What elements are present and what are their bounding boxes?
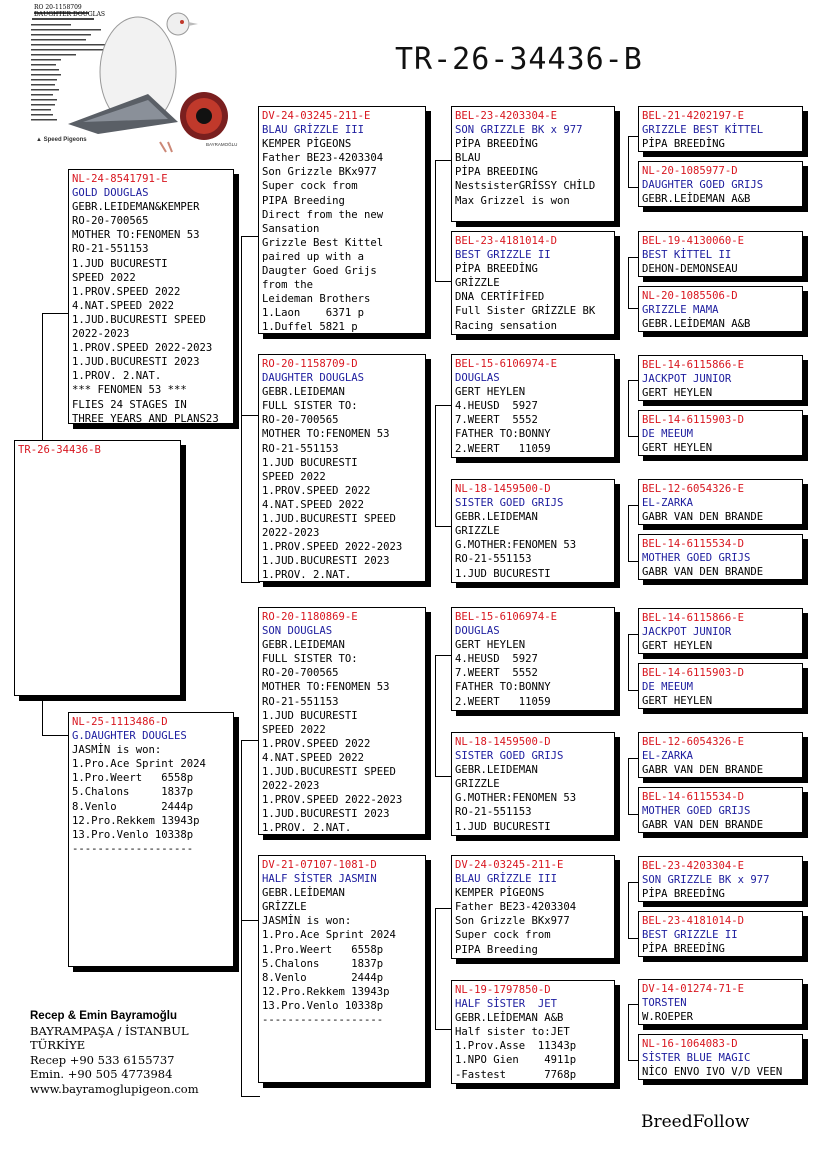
pedigree-note-line: ------------------- [262, 1014, 384, 1027]
pedigree-note-line: 1.JUD.BUCURESTI 2023 [72, 356, 200, 369]
pedigree-note-line: 1.PROV.SPEED 2022 [262, 484, 371, 497]
pedigree-box-g4 [638, 161, 803, 207]
pedigree-notes [455, 137, 611, 207]
pedigree-note-line: RO-21-551153 [262, 695, 339, 708]
pedigree-note-line: KEMPER PİGEONS [262, 138, 352, 151]
pedigree-note-line: 5.Chalons 1837p [262, 957, 384, 970]
pedigree-box-g4 [638, 911, 803, 957]
pedigree-note-line: FULL SISTER TO: [262, 400, 358, 413]
sponsor-left-label: Speed Pigeons [43, 137, 87, 143]
pedigree-box-g3 [451, 479, 615, 583]
pigeon-name: EL-ZARKA [642, 497, 694, 510]
pedigree-note-line: 1.PROV.SPEED 2022-2023 [72, 342, 213, 355]
pedigree-note-line: 4.HEUSD 5927 [455, 400, 538, 413]
pedigree-note-line: FULL SISTER TO: [262, 653, 358, 666]
pigeon-name: BEST GRIZZLE II [642, 929, 738, 942]
pedigree-box-dam-sire [258, 607, 426, 835]
pedigree-note-line: THREE YEARS AND PLANS23 [72, 412, 219, 424]
pedigree-note-line: 1.Prov.Asse 11343p [455, 1040, 577, 1053]
pigeon-name: JACKPOT JUNIOR [642, 373, 732, 386]
phone-recep: Recep +90 533 6155737 [30, 1052, 175, 1067]
pedigree-notes [262, 137, 422, 334]
pedigree-note-line: 7.WEERT 5552 [455, 667, 538, 680]
pedigree-note-line: 2022-2023 [262, 527, 320, 540]
photo-caption [34, 4, 105, 18]
pedigree-box-g3 [451, 732, 615, 836]
ring-number: BEL-23-4203304-E [455, 110, 558, 122]
pedigree-box-g3 [451, 354, 615, 458]
pigeon-name: JACKPOT JUNIOR [642, 626, 732, 639]
pedigree-note-line: Son Grizzle BKx977 [262, 166, 377, 179]
connector [241, 415, 259, 417]
pedigree-note-line: PİPA BREEDİNG [455, 263, 538, 276]
pedigree-box-dam [68, 712, 234, 967]
pedigree-notes [455, 886, 611, 956]
pedigree-note-line: 1.Laon 6371 p [262, 307, 365, 320]
ring-number: BEL-23-4203304-E [642, 860, 745, 872]
pedigree-note-line: FATHER TO:BONNY [455, 681, 551, 694]
breeder-name: Recep & Emin Bayramoğlu [30, 1010, 177, 1022]
pigeon-breeder: PİPA BREEDİNG [642, 138, 725, 151]
pedigree-note-line: 4.NAT.SPEED 2022 [72, 299, 175, 312]
pedigree-note-line: Son Grizzle BKx977 [455, 915, 570, 928]
pedigree-note-line: GEBR.LEİDEMAN A&B [455, 1012, 564, 1025]
ring-number: NL-20-1085977-D [642, 165, 738, 177]
pedigree-note-line: 1.JUD BUCURESTI [72, 257, 168, 270]
photo-caption-name: DAUGHTER DOUGLAS [34, 11, 106, 18]
pedigree-box-dam-dam [258, 855, 426, 1083]
pedigree-box-g4 [638, 608, 803, 654]
pedigree-note-line: 1.JUD.BUCURESTI SPEED [262, 766, 396, 779]
ring-number: NL-20-1085506-D [642, 290, 738, 302]
pedigree-note-line: Super cock from [455, 929, 551, 942]
pedigree-note-line: 1.JUD BUCURESTI [262, 709, 358, 722]
pedigree-notes [455, 763, 611, 833]
pigeon-breeder: DEHON-DEMONSEAU [642, 263, 738, 276]
pedigree-note-line: 4.HEUSD 5927 [455, 653, 538, 666]
ring-number: RO-20-1180869-E [262, 611, 358, 623]
pedigree-notes [455, 1011, 611, 1081]
ring-number: BEL-23-4181014-D [642, 915, 745, 927]
ring-number: BEL-12-6054326-E [642, 736, 745, 748]
pedigree-note-line: -Fastest 7768p [455, 1068, 577, 1081]
pedigree-box-g3 [451, 607, 615, 711]
pedigree-note-line: 12.Pro.Rekkem 13943p [72, 814, 200, 827]
pedigree-note-line: DNA CERTİFİFED [455, 291, 545, 304]
pigeon-name: SON DOUGLAS [262, 625, 333, 638]
pedigree-note-line: FLIES 24 STAGES IN [72, 398, 187, 411]
pedigree-note-line: Racing sensation [455, 319, 558, 332]
brand-logo: BreedFollow [641, 1112, 750, 1132]
ring-number: BEL-14-6115534-D [642, 538, 745, 550]
pedigree-box-sire-sire [258, 106, 426, 334]
pedigree-note-line: SPEED 2022 [262, 723, 326, 736]
pedigree-note-line: Sansation [262, 222, 320, 235]
pedigree-note-line: GEBR.LEIDEMAN&KEMPER [72, 201, 200, 214]
pedigree-notes [262, 385, 422, 582]
pigeon-breeder: GERT HEYLEN [642, 640, 713, 653]
pigeon-breeder: W.ROEPER [642, 1011, 694, 1024]
ring-number: NL-24-8541791-E [72, 173, 168, 185]
pedigree-note-line: Father BE23-4203304 [455, 901, 577, 914]
pedigree-box-g4 [638, 410, 803, 456]
pedigree-note-line: Max Grizzel is won [455, 194, 570, 207]
pigeon-name: DOUGLAS [455, 372, 500, 385]
pigeon-breeder: GERT HEYLEN [642, 387, 713, 400]
pedigree-note-line: 1.JUD.BUCURESTI SPEED [262, 513, 396, 526]
pedigree-note-line: MOTHER TO:FENOMEN 53 [72, 229, 200, 242]
pigeon-name: MOTHER GOED GRIJS [642, 805, 751, 818]
sponsor-logo-right [206, 142, 237, 147]
pedigree-note-line: 1.JUD BUCURESTI [262, 456, 358, 469]
connector [42, 313, 71, 440]
pigeon-breeder: PİPA BREEDİNG [642, 943, 725, 956]
connector [42, 695, 71, 736]
pedigree-note-line: GEBR.LEIDEMAN [262, 639, 345, 652]
pigeon-breeder: GERT HEYLEN [642, 695, 713, 708]
sponsor-logo-left [36, 137, 87, 143]
pigeon-breeder: GABR VAN DEN BRANDE [642, 764, 764, 777]
pedigree-note-line: 1.Pro.Weert 6558p [72, 772, 194, 785]
pedigree-note-line: RO-21-551153 [72, 243, 149, 256]
pedigree-note-line: 1.PROV. 2.NAT. [72, 370, 162, 383]
pedigree-note-line: GEBR.LEIDEMAN [455, 764, 538, 777]
pedigree-note-line: 1.JUD.BUCURESTI 2023 [262, 808, 390, 821]
sponsor-left-icon: ▲ [36, 137, 42, 143]
pedigree-box-g4 [638, 979, 803, 1025]
pigeon-name: BEST GRIZZLE II [455, 249, 551, 262]
ring-number: TR-26-34436-B [18, 444, 101, 456]
pedigree-note-line: GRİZZLE [455, 277, 500, 290]
ring-number: BEL-21-4202197-E [642, 110, 745, 122]
pigeon-name: HALF SİSTER JET [455, 998, 558, 1011]
pedigree-note-line: G.MOTHER:FENOMEN 53 [455, 792, 577, 805]
pedigree-box-g4 [638, 856, 803, 902]
phone-emin: Emin. +90 505 4773984 [30, 1067, 173, 1081]
pigeon-name: G.DAUGHTER DOUGLES [72, 730, 187, 743]
breeder-contact [30, 1009, 199, 1096]
pedigree-note-line: MOTHER TO:FENOMEN 53 [262, 681, 390, 694]
pedigree-note-line: GERT HEYLEN [455, 639, 526, 652]
pigeon-name: DOUGLAS [455, 625, 500, 638]
pigeon-name: SISTER GOED GRIJS [455, 497, 564, 510]
pedigree-note-line: 1.Pro.Ace Sprint 2024 [262, 929, 396, 942]
pedigree-note-line: GRIZZLE [455, 778, 500, 791]
pedigree-note-line: RO-21-551153 [455, 553, 532, 566]
pedigree-note-line: PİPA BREEDING [455, 166, 538, 179]
pedigree-note-line: 7.WEERT 5552 [455, 414, 538, 427]
pigeon-name: DAUGHTER DOUGLAS [262, 372, 365, 385]
ring-number: DV-24-03245-211-E [262, 110, 371, 122]
pedigree-note-line: RO-20-700565 [262, 667, 339, 680]
pedigree-box-g3 [451, 980, 615, 1084]
pedigree-note-line: Half sister to:JET [455, 1026, 570, 1039]
pigeon-breeder: NİCO ENVO IVO V/D VEEN [642, 1066, 783, 1079]
pedigree-notes [72, 200, 230, 424]
pigeon-name: DAUGHTER GOED GRIJS [642, 179, 764, 192]
pedigree-note-line: RO-20-700565 [262, 414, 339, 427]
pedigree-note-line: PİPA BREEDİNG [455, 138, 538, 151]
pedigree-note-line: 13.Pro.Venlo 10338p [262, 999, 384, 1012]
sponsor-right-label: BAYRAMOĞLU [206, 142, 238, 147]
pedigree-note-line: SPEED 2022 [72, 271, 136, 284]
pedigree-box-sire-dam [258, 354, 426, 582]
pigeon-name: SON GRIZZLE BK x 977 [455, 124, 583, 137]
pigeon-name: BEST KİTTEL II [642, 249, 732, 262]
pedigree-note-line: 2.WEERT 11059 [455, 695, 551, 708]
pigeon-name: GRIZZLE BEST KİTTEL [642, 124, 764, 137]
pedigree-note-line: G.MOTHER:FENOMEN 53 [455, 539, 577, 552]
pigeon-name: DE MEEUM [642, 428, 694, 441]
pedigree-note-line: Daugter Goed Grijs [262, 265, 377, 278]
pedigree-note-line: *** FENOMEN 53 *** [72, 384, 187, 397]
pedigree-note-line: PIPA Breeding [455, 943, 538, 956]
pigeon-photo [28, 4, 238, 156]
ring-number: DV-24-03245-211-E [455, 859, 564, 871]
pedigree-box-g3 [451, 106, 615, 222]
pigeon-name: GOLD DOUGLAS [72, 187, 149, 200]
pigeon-breeder: PİPA BREEDİNG [642, 888, 725, 901]
pedigree-notes [72, 743, 230, 856]
pedigree-note-line: 8.Venlo 2444p [72, 800, 194, 813]
pedigree-box-sire [68, 169, 234, 424]
pedigree-box-g4 [638, 663, 803, 709]
pedigree-box-g4 [638, 534, 803, 580]
pigeon-name: HALF SİSTER JASMIN [262, 873, 377, 886]
pedigree-note-line: from the [262, 279, 314, 292]
pedigree-title: TR-26-34436-B [395, 42, 643, 77]
pigeon-breeder: GABR VAN DEN BRANDE [642, 566, 764, 579]
ring-number: DV-14-01274-71-E [642, 983, 745, 995]
ring-number: BEL-15-6106974-E [455, 611, 558, 623]
pedigree-note-line: Direct from the new [262, 208, 384, 221]
pedigree-note-line: PIPA Breeding [262, 194, 345, 207]
pigeon-name: DE MEEUM [642, 681, 694, 694]
pedigree-note-line: RO-21-551153 [455, 806, 532, 819]
ring-number: BEL-14-6115903-D [642, 414, 745, 426]
pedigree-note-line: 1.PROV. 2.NAT. [262, 569, 352, 582]
pigeon-photo-art [28, 4, 238, 156]
ring-number: NL-18-1459500-D [455, 483, 551, 495]
pedigree-note-line: 5.Chalons 1837p [72, 786, 194, 799]
pedigree-note-line: GEBR.LEİDEMAN [262, 887, 345, 900]
pedigree-notes [455, 638, 611, 708]
pigeon-name: SISTER GOED GRIJS [455, 750, 564, 763]
address-line: TÜRKİYE [30, 1038, 86, 1052]
pigeon-breeder: GABR VAN DEN BRANDE [642, 819, 764, 832]
pedigree-note-line: RO-20-700565 [72, 215, 149, 228]
pedigree-note-line: 1.Duffel 5821 p [262, 321, 358, 334]
pedigree-note-line: JASMİN is won: [262, 915, 352, 928]
pedigree-note-line: GRİZZLE [262, 901, 307, 914]
pedigree-note-line: Leideman Brothers [262, 293, 371, 306]
address-line: BAYRAMPAŞA / İSTANBUL [30, 1023, 189, 1038]
pedigree-note-line: MOTHER TO:FENOMEN 53 [262, 428, 390, 441]
pedigree-box-g4 [638, 787, 803, 833]
pedigree-box-g4 [638, 286, 803, 332]
ring-number: NL-19-1797850-D [455, 984, 551, 996]
pedigree-note-line: 1.PROV.SPEED 2022 [72, 285, 181, 298]
pigeon-name: MOTHER GOED GRIJS [642, 552, 751, 565]
pedigree-notes [455, 510, 611, 580]
photo-caption-ring: RO 20-1158709 [34, 4, 82, 11]
pedigree-note-line: Full Sister GRİZZLE BK [455, 305, 596, 318]
pedigree-note-line: 2.WEERT 11059 [455, 442, 551, 455]
ring-number: BEL-14-6115866-E [642, 359, 745, 371]
pigeon-breeder: GEBR.LEİDEMAN A&B [642, 193, 751, 206]
ring-number: NL-25-1113486-D [72, 716, 168, 728]
pigeon-name: GRIZZLE MAMA [642, 304, 719, 317]
pedigree-box-g4 [638, 106, 803, 152]
pedigree-note-line: 4.NAT.SPEED 2022 [262, 498, 365, 511]
ring-number: BEL-14-6115866-E [642, 612, 745, 624]
pedigree-note-line: ------------------- [72, 842, 194, 855]
pedigree-box-g3 [451, 855, 615, 959]
ring-number: BEL-12-6054326-E [642, 483, 745, 495]
pedigree-note-line: SPEED 2022 [262, 470, 326, 483]
ring-number: BEL-14-6115903-D [642, 667, 745, 679]
pedigree-note-line: Grizzle Best Kittel [262, 236, 384, 249]
pigeon-name: SON GRIZZLE BK x 977 [642, 874, 770, 887]
pigeon-breeder: GERT HEYLEN [642, 442, 713, 455]
pedigree-note-line: 1.Pro.Ace Sprint 2024 [72, 758, 206, 771]
pedigree-note-line: 2022-2023 [72, 328, 130, 341]
pigeon-name: SİSTER BLUE MAGIC [642, 1052, 751, 1065]
ring-number: BEL-15-6106974-E [455, 358, 558, 370]
pedigree-notes [455, 262, 611, 332]
pedigree-note-line: 2022-2023 [262, 780, 320, 793]
pedigree-note-line: GEBR.LEIDEMAN [262, 386, 345, 399]
pigeon-name: TORSTEN [642, 997, 687, 1010]
pigeon-breeder: GEBR.LEİDEMAN A&B [642, 318, 751, 331]
pedigree-note-line: FATHER TO:BONNY [455, 428, 551, 441]
ring-number: BEL-19-4130060-E [642, 235, 745, 247]
pedigree-note-line: 1.PROV.SPEED 2022 [262, 737, 371, 750]
pedigree-note-line: NestsisterGRİSSY CHİLD [455, 180, 596, 193]
pigeon-name: BLAU GRİZZLE III [262, 124, 365, 137]
pedigree-note-line: Super cock from [262, 180, 358, 193]
pedigree-notes [262, 886, 422, 1027]
pedigree-note-line: 1.JUD.BUCURESTI 2023 [262, 555, 390, 568]
pedigree-box-g3 [451, 231, 615, 335]
pedigree-note-line: 1.JUD BUCURESTI [455, 567, 551, 580]
pedigree-note-line: GRIZZLE [455, 525, 500, 538]
ring-number: NL-16-1064083-D [642, 1038, 738, 1050]
pedigree-box-g4 [638, 355, 803, 401]
pigeon-name: EL-ZARKA [642, 750, 694, 763]
pedigree-note-line: 1.PROV.SPEED 2022-2023 [262, 541, 403, 554]
pedigree-note-line: GERT HEYLEN [455, 386, 526, 399]
pedigree-box-g4 [638, 479, 803, 525]
pedigree-note-line: RO-21-551153 [262, 442, 339, 455]
pedigree-note-line: 1.Pro.Weert 6558p [262, 943, 384, 956]
pigeon-name: BLAU GRİZZLE III [455, 873, 558, 886]
pedigree-note-line: 8.Venlo 2444p [262, 971, 384, 984]
website-link[interactable]: www.bayramoglupigeon.com [30, 1081, 199, 1096]
pedigree-note-line: 4.NAT.SPEED 2022 [262, 751, 365, 764]
connector [241, 920, 259, 922]
pedigree-notes [262, 638, 422, 835]
pedigree-note-line: 1.PROV.SPEED 2022-2023 [262, 794, 403, 807]
pedigree-note-line: 1.PROV. 2.NAT. [262, 822, 352, 835]
pedigree-box-g4 [638, 231, 803, 277]
ring-number: RO-20-1158709-D [262, 358, 358, 370]
ring-number: NL-18-1459500-D [455, 736, 551, 748]
pedigree-note-line: paired up with a [262, 250, 365, 263]
ring-number: BEL-23-4181014-D [455, 235, 558, 247]
pigeon-breeder: GABR VAN DEN BRANDE [642, 511, 764, 524]
ring-number: BEL-14-6115534-D [642, 791, 745, 803]
pedigree-note-line: GEBR.LEIDEMAN [455, 511, 538, 524]
pedigree-note-line: 13.Pro.Venlo 10338p [72, 828, 194, 841]
pedigree-note-line: BLAU [455, 152, 481, 165]
pedigree-note-line: KEMPER PİGEONS [455, 887, 545, 900]
pedigree-note-line: 1.JUD BUCURESTI [455, 820, 551, 833]
pedigree-note-line: 1.JUD.BUCURESTI SPEED [72, 313, 206, 326]
pedigree-note-line: 12.Pro.Rekkem 13943p [262, 985, 390, 998]
pedigree-box-g4 [638, 1034, 803, 1080]
pedigree-box-g4 [638, 732, 803, 778]
pedigree-note-line: 1.NPO Gien 4911p [455, 1054, 577, 1067]
pedigree-box-subject [14, 440, 181, 696]
ring-number: DV-21-07107-1081-D [262, 859, 377, 871]
pedigree-notes [455, 385, 611, 455]
pedigree-note-line: JASMİN is won: [72, 744, 162, 757]
pedigree-note-line: Father BE23-4203304 [262, 152, 384, 165]
